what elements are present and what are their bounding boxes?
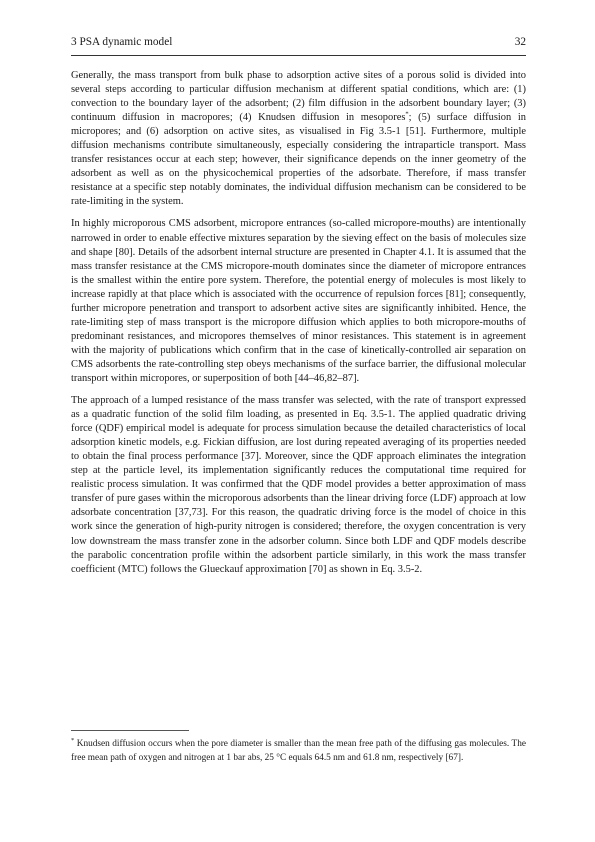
footnote-reference[interactable]: *: [405, 110, 409, 118]
footnote-text: Knudsen diffusion occurs when the pore diameter is smaller than the mean free path of the diffusing gas molecules. The free mean path of oxygen and nitrogen at 1 bar abs, 25 °C equals 64.5 nm and 61.8 nm, respectively [67].: [71, 739, 526, 763]
footnote-rule: [71, 730, 189, 731]
paragraph-1-part-b: ; (5) surface diffusion in micropores; and (6) adsorption on active sites, as visualised in Fig 3.5-1 [51]. Furthermore, multiple diffusion mechanisms contribute simultaneously, especially considering the intraparticle transport. Mass transfer resistances occur at each step; however, their significance depends on the inner geometry of the adsorbent as well as on the physicochemical properties of the adsorbate. Therefore, if mass transfer resistance at a specific step notably dominates, the individual diffusion mechanism can be considered to be rate-limiting in the system.: [71, 112, 526, 208]
body-text: [71, 69, 526, 585]
header-rule: [71, 55, 526, 56]
paragraph-1: [71, 69, 526, 209]
paragraph-3: The approach of a lumped resistance of the mass transfer was selected, with the rate of transport expressed as a quadratic function of the solid film loading, as presented in Eq. 3.5-1. The applied quadratic driving force (QDF) empirical model is adequate for process simulation because the detailed characteristics of local adsorption kinetic models, e.g. Fickian diffusion, are lost during repeated averaging of its properties needed to obtain the final process performance [37]. Moreover, since the QDF approach eliminates the integration step at the particle level, its implementation significantly reduces the computational time required for realistic process simulation. It was confirmed that the QDF model provides a better approximation of mass transfer of pure gases within the microporous adsorbents than the linear driving force (LDF) approach at low adsorbate concentration [37,73]. For this reason, the quadratic driving force is the model of choice in this work since the generation of high-purity nitrogen is considered; therefore, the oxygen concentration is very low downstream the mass transfer zone in the adsorber column. Since both LDF and QDF models describe the parabolic concentration profile within the adsorbent particle similarly, in this work the mass transfer coefficient (MTC) follows the Glueckauf approximation [70] as shown in Eq. 3.5-2.: [71, 395, 526, 575]
running-header: [71, 35, 526, 49]
paragraph-1-part-a: Generally, the mass transport from bulk phase to adsorption active sites of a porous solid is divided into several steps according to particular diffusion mechanism at different spatial conditions, which are: (1) convection to the boundary layer of the adsorbent; (2) film diffusion in the adsorbent boundary layer; (3) continuum diffusion in macropores; (4) Knudsen diffusion in mesopores: [71, 70, 526, 124]
chapter-title: 3 PSA dynamic model: [71, 36, 173, 48]
footnote: [71, 737, 526, 765]
footnote-mark: *: [71, 736, 75, 744]
page-number: 32: [514, 36, 526, 48]
paragraph-2: In highly microporous CMS adsorbent, micropore entrances (so-called micropore-mouths) are intentionally narrowed in order to enable effective mixtures separation by the sieving effect on the basis of molecules size and shape [80]. Details of the adsorbent internal structure are presented in Chapter 4.1. It is assumed that the mass transfer resistance at the CMS micropore-mouth dominates since the diameter of micropore entrances is the smallest within the entire pore system. Therefore, the potential energy of molecules is most likely to increase rapidly at that place which is associated with the occurrence of repulsion forces [81]; consequently, further micropore penetration and transport to adsorbent active sites are significantly inhibited. Hence, the rate-limiting step of mass transport is the micropore diffusion which applies to both micropore-mouths of predominant resistances, and micropores themselves of minor resistances. This statement is in agreement with the majority of publications which confirm that in the case of kinetically-controlled air separation on CMS adsorbents the rate-controlling step obeys mechanisms of the surface barrier, the diffusional molecular transport within micropores, or superposition of both [44–46,82–87].: [71, 218, 526, 384]
